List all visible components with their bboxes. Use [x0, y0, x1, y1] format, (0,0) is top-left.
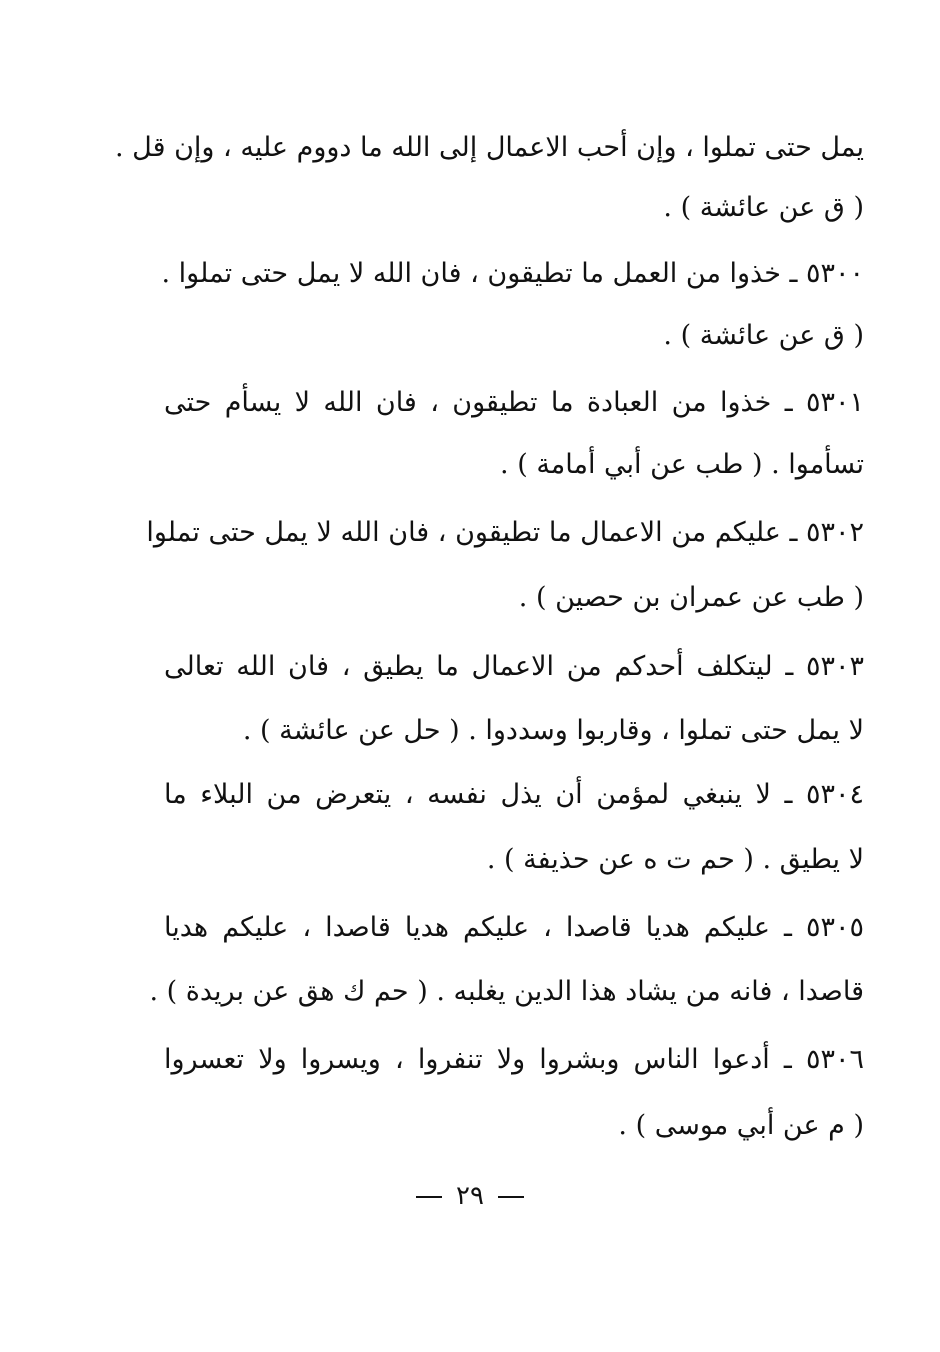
hadith-5302: ٥٣٠٢ ـ عليكم من الاعمال ما تطيقون ، فان الله لا يمل حتى تملوا: [146, 517, 864, 548]
hadith-5300: ٥٣٠٠ ـ خذوا من العمل ما تطيقون ، فان الله لا يمل حتى تملوا .: [161, 258, 864, 289]
text-line: لا يمل حتى تملوا ، وقاربوا وسددوا . ( حل عن عائشة ) .: [242, 715, 864, 746]
text-line: قاصدا ، فانه من يشاد هذا الدين يغلبه . ( حم ك هق عن بريدة ) .: [149, 976, 864, 1007]
hadith-5306: ٥٣٠٦ ـ أدعوا الناس وبشروا ولا تنفروا ، ويسروا ولا تعسروا: [164, 1044, 864, 1075]
page-number: ٢٩: [456, 1181, 484, 1211]
source-citation: ( ق عن عائشة ) .: [663, 192, 864, 223]
text-line: لا يطيق . ( حم ت ه عن حذيفة ) .: [486, 844, 864, 875]
text-line: يمل حتى تملوا ، وإن أحب الاعمال إلى الله ما دووم عليه ، وإن قل .: [115, 132, 864, 163]
source-citation: ( م عن أبي موسى ) .: [618, 1110, 864, 1141]
source-citation: تسأموا . ( طب عن أبي أمامة ) .: [500, 449, 864, 480]
hadith-5305: ٥٣٠٥ ـ عليكم هديا قاصدا ، عليكم هديا قاصدا ، عليكم هديا: [164, 912, 864, 943]
footer-dash: [498, 1196, 524, 1198]
source-citation: ( طب عن عمران بن حصين ) .: [518, 582, 864, 613]
source-citation: ( ق عن عائشة ) .: [663, 320, 864, 351]
hadith-5303: ٥٣٠٣ ـ ليتكلف أحدكم من الاعمال ما يطيق ، فان الله تعالى: [164, 651, 864, 682]
hadith-5301: ٥٣٠١ ـ خذوا من العبادة ما تطيقون ، فان الله لا يسأم حتى: [164, 387, 864, 418]
page-footer: [0, 1176, 940, 1216]
footer-dash: [416, 1196, 442, 1198]
hadith-5304: ٥٣٠٤ ـ لا ينبغي لمؤمن أن يذل نفسه ، يتعرض من البلاء ما: [164, 779, 864, 810]
